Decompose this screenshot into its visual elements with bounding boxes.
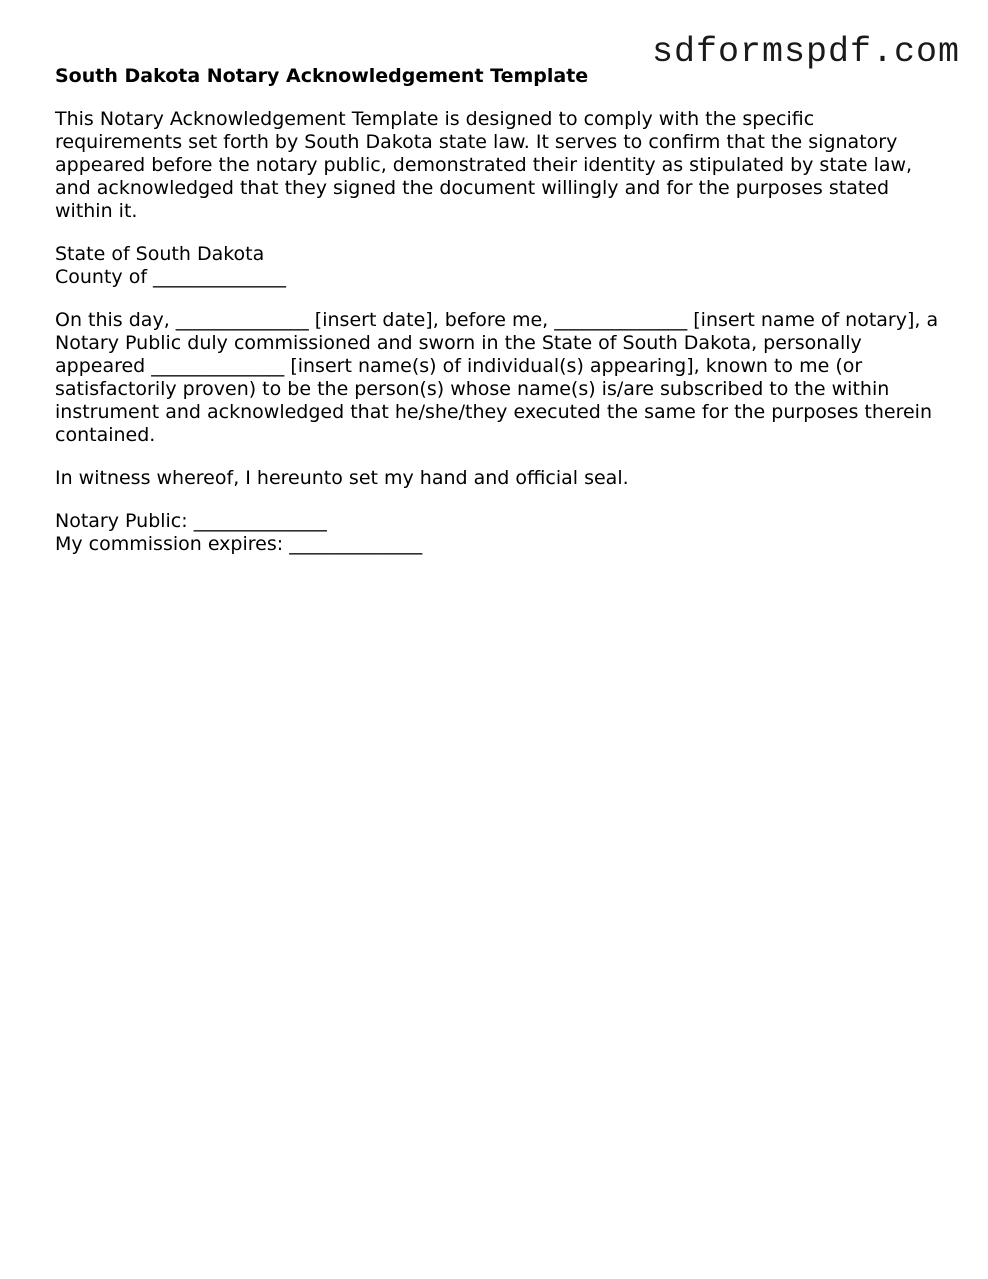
state-line: State of South Dakota [55, 243, 265, 265]
document-body [55, 63, 945, 576]
county-line: County of ______________ [55, 266, 287, 288]
signature-block [55, 510, 945, 556]
notary-public-line: Notary Public: ______________ [55, 510, 327, 532]
venue-block [55, 243, 945, 289]
watermark-text: sdformspdf.com [651, 32, 960, 72]
acknowledgement-paragraph: On this day, ______________ [insert date], before me, ______________ [insert name of notary], a Notary Public duly commissioned and sworn in the State of South Dakota, personally appeared ______________ [insert name(s) of individual(s) appearing], known to me (or satisfactorily proven) to be the person(s) whose name(s) is/are subscribed to the within instrument and acknowledged that he/she/they executed the same for the purposes therein contained. [55, 309, 939, 446]
document-title: South Dakota Notary Acknowledgement Template [55, 65, 589, 87]
commission-expires-line: My commission expires: ______________ [55, 533, 423, 555]
witness-paragraph: In witness whereof, I hereunto set my hand and official seal. [55, 467, 629, 489]
intro-paragraph: This Notary Acknowledgement Template is designed to comply with the specific requirements set forth by South Dakota state law. It serves to confirm that the signatory appeared before the notary public, demonstrated their identity as stipulated by state law, and acknowledged that they signed the document willingly and for the purposes stated within it. [55, 108, 913, 222]
